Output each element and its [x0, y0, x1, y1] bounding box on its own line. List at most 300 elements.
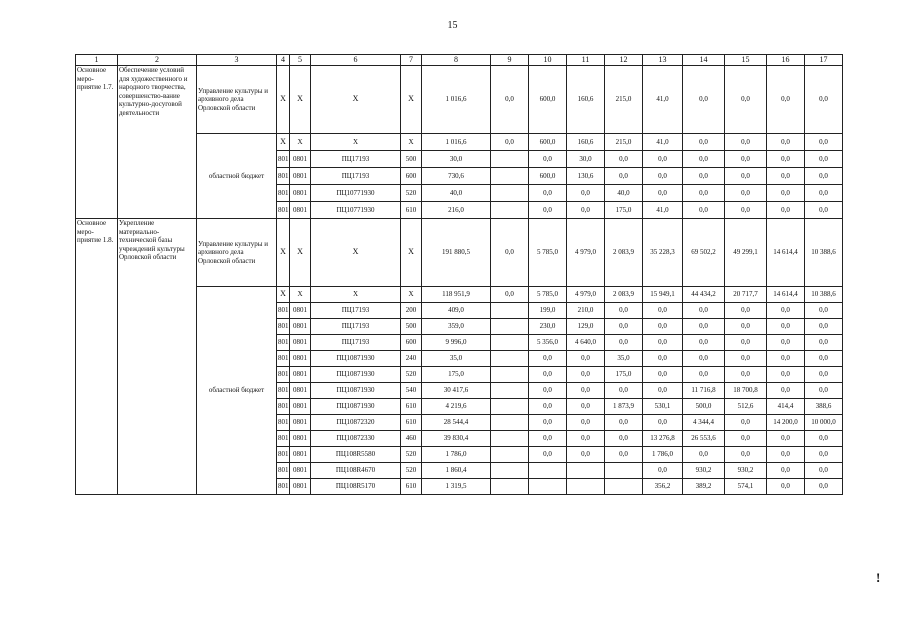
table-cell: 0,0	[683, 66, 725, 134]
table-cell: 4 979,0	[567, 287, 605, 303]
table-cell: 0,0	[725, 351, 767, 367]
table-cell: 0,0	[605, 335, 643, 351]
table-cell: 0801	[290, 447, 311, 463]
table-cell: 500,0	[683, 399, 725, 415]
table-cell: 0,0	[683, 335, 725, 351]
table-cell: 9 996,0	[422, 335, 491, 351]
table-cell: 0,0	[767, 479, 805, 495]
table-cell: Х	[290, 66, 311, 134]
table-cell: 801	[277, 351, 290, 367]
table-cell: 0,0	[605, 319, 643, 335]
table-cell: 0,0	[725, 447, 767, 463]
column-header: 15	[725, 55, 767, 66]
table-cell: 0,0	[643, 351, 683, 367]
table-cell: 0801	[290, 463, 311, 479]
table-cell	[491, 383, 529, 399]
column-header: 6	[311, 55, 401, 66]
table-cell	[605, 479, 643, 495]
table-cell: 49 299,1	[725, 219, 767, 287]
table-cell: 610	[401, 479, 422, 495]
table-cell: 30 417,6	[422, 383, 491, 399]
table-cell: 359,0	[422, 319, 491, 335]
table-cell: 130,6	[567, 168, 605, 185]
table-cell: 200	[401, 303, 422, 319]
table-cell: 610	[401, 202, 422, 219]
table-cell: 930,2	[725, 463, 767, 479]
table-cell: 14 614,4	[767, 287, 805, 303]
table-cell: ПЦ10871930	[311, 351, 401, 367]
table-cell: 0,0	[805, 303, 843, 319]
table-cell: 1 786,0	[643, 447, 683, 463]
table-cell: Х	[290, 134, 311, 151]
table-cell: Х	[277, 134, 290, 151]
table-cell: 0,0	[529, 185, 567, 202]
table-cell: 0,0	[683, 202, 725, 219]
table-cell: 0801	[290, 303, 311, 319]
table-cell	[491, 399, 529, 415]
table-cell: 118 951,9	[422, 287, 491, 303]
table-cell: 1 016,6	[422, 134, 491, 151]
table-cell: 0,0	[605, 168, 643, 185]
table-cell: 0,0	[605, 415, 643, 431]
responsible-executor: Управление культуры и архивного дела Орловской области	[197, 219, 277, 287]
table-cell: 210,0	[567, 303, 605, 319]
table-cell: ПЦ17193	[311, 168, 401, 185]
table-cell: 40,0	[605, 185, 643, 202]
table-cell: 0,0	[529, 415, 567, 431]
table-cell	[567, 479, 605, 495]
table-cell: Х	[311, 287, 401, 303]
table-cell: 0801	[290, 351, 311, 367]
table-cell: ПЦ10771930	[311, 202, 401, 219]
table-cell: 20 717,7	[725, 287, 767, 303]
table-cell: 0801	[290, 431, 311, 447]
table-cell: 15 949,1	[643, 287, 683, 303]
corner-mark: !	[876, 570, 881, 585]
table-cell: 0,0	[767, 351, 805, 367]
column-header: 1	[76, 55, 118, 66]
activity-description: Обеспечение условий для художественного и народного творчества, совершенство-вание культурно-досуговой деятельности	[118, 66, 197, 219]
table-cell: 0,0	[567, 399, 605, 415]
table-cell: 5 356,0	[529, 335, 567, 351]
table-cell: 0,0	[529, 367, 567, 383]
table-cell: ПЦ108R5580	[311, 447, 401, 463]
table-cell: 0801	[290, 415, 311, 431]
table-cell: 0,0	[767, 134, 805, 151]
responsible-executor: Управление культуры и архивного дела Орловской области	[197, 66, 277, 134]
table-cell: 129,0	[567, 319, 605, 335]
table-cell: 0,0	[725, 66, 767, 134]
table-cell: ПЦ17193	[311, 335, 401, 351]
table-cell	[491, 151, 529, 168]
activity-description: Укрепление материально-технической базы учреждений культуры Орловской области	[118, 219, 197, 495]
table-cell: 801	[277, 479, 290, 495]
table-cell: 35 228,3	[643, 219, 683, 287]
table-cell: 0,0	[767, 335, 805, 351]
table-cell: Х	[401, 66, 422, 134]
table-cell: 801	[277, 335, 290, 351]
table-cell: 0,0	[567, 431, 605, 447]
table-cell: 10 000,0	[805, 415, 843, 431]
table-cell: 0,0	[767, 431, 805, 447]
table-cell: 0801	[290, 479, 311, 495]
table-cell	[491, 335, 529, 351]
table-cell	[491, 463, 529, 479]
table-cell: 801	[277, 463, 290, 479]
table-cell: 389,2	[683, 479, 725, 495]
budget-table	[75, 54, 843, 495]
table-cell: 0,0	[567, 185, 605, 202]
table-cell: 0,0	[683, 319, 725, 335]
table-cell: ПЦ10871930	[311, 383, 401, 399]
table-cell: 199,0	[529, 303, 567, 319]
table-cell: 215,0	[605, 66, 643, 134]
table-cell: 0,0	[529, 383, 567, 399]
table-cell: 0,0	[491, 66, 529, 134]
table-cell: 175,0	[605, 367, 643, 383]
header-row	[76, 55, 843, 66]
table-cell: 0,0	[725, 168, 767, 185]
table-cell: 30,0	[422, 151, 491, 168]
table-cell: ПЦ10771930	[311, 185, 401, 202]
table-cell: 0,0	[529, 431, 567, 447]
table-cell: 41,0	[643, 202, 683, 219]
table-cell: 801	[277, 303, 290, 319]
table-cell: 215,0	[605, 134, 643, 151]
table-cell: 0,0	[643, 151, 683, 168]
table-cell: Х	[277, 66, 290, 134]
table-cell: 160,6	[567, 134, 605, 151]
table-cell: 0,0	[725, 415, 767, 431]
table-cell: 0,0	[683, 134, 725, 151]
table-cell: 0,0	[805, 134, 843, 151]
table-cell: 0,0	[805, 367, 843, 383]
table-cell: 0,0	[683, 303, 725, 319]
table-cell: 801	[277, 447, 290, 463]
table-cell: 35,0	[605, 351, 643, 367]
table-cell: 801	[277, 399, 290, 415]
table-cell: 14 200,0	[767, 415, 805, 431]
table-cell: 10 388,6	[805, 219, 843, 287]
table-cell: 0,0	[683, 168, 725, 185]
table-cell: 610	[401, 415, 422, 431]
table-cell: 11 716,8	[683, 383, 725, 399]
table-cell: 0,0	[767, 447, 805, 463]
table-cell: 0,0	[767, 463, 805, 479]
activity-number: Основное меро-приятие 1.8.	[76, 219, 118, 495]
table-cell: 1 860,4	[422, 463, 491, 479]
table-cell: 0,0	[683, 447, 725, 463]
column-header: 11	[567, 55, 605, 66]
column-header: 13	[643, 55, 683, 66]
table-cell: 530,1	[643, 399, 683, 415]
table-cell: 240	[401, 351, 422, 367]
table-cell: 600	[401, 335, 422, 351]
table-cell: 41,0	[643, 134, 683, 151]
table-cell: 4 344,4	[683, 415, 725, 431]
table-cell: 0,0	[725, 134, 767, 151]
table-cell	[491, 447, 529, 463]
table-cell: 0,0	[725, 319, 767, 335]
table-cell: 0,0	[805, 202, 843, 219]
table-cell: 0,0	[725, 151, 767, 168]
table-cell: 4 640,0	[567, 335, 605, 351]
table-cell: 0801	[290, 319, 311, 335]
table-cell: 801	[277, 319, 290, 335]
table-cell	[491, 351, 529, 367]
table-cell: 0,0	[529, 151, 567, 168]
table-cell: 216,0	[422, 202, 491, 219]
table-cell: 520	[401, 463, 422, 479]
table-cell: 0,0	[605, 151, 643, 168]
table-cell: 4 219,6	[422, 399, 491, 415]
table-cell: 0,0	[805, 463, 843, 479]
table-cell: ПЦ17193	[311, 303, 401, 319]
column-header: 17	[805, 55, 843, 66]
table-cell: 0,0	[567, 447, 605, 463]
table-cell: ПЦ10872330	[311, 431, 401, 447]
table-cell: ПЦ17193	[311, 319, 401, 335]
table-cell: 0,0	[767, 66, 805, 134]
table-cell: 0,0	[643, 319, 683, 335]
table-cell: 0,0	[491, 287, 529, 303]
table-cell: 1 873,9	[605, 399, 643, 415]
table-cell: 13 276,8	[643, 431, 683, 447]
column-header: 12	[605, 55, 643, 66]
table-cell: Х	[401, 287, 422, 303]
activity-number: Основное меро-приятие 1.7.	[76, 66, 118, 219]
table-cell: 409,0	[422, 303, 491, 319]
table-cell: 540	[401, 383, 422, 399]
table-cell: 0,0	[567, 415, 605, 431]
column-header: 7	[401, 55, 422, 66]
table-cell: 0801	[290, 185, 311, 202]
table-cell: 520	[401, 367, 422, 383]
table-cell: 801	[277, 367, 290, 383]
table-cell: 600	[401, 168, 422, 185]
table-cell: 1 016,6	[422, 66, 491, 134]
table-cell: 0,0	[767, 151, 805, 168]
table-cell: 14 614,4	[767, 219, 805, 287]
table-cell: 801	[277, 383, 290, 399]
table-cell: 0801	[290, 367, 311, 383]
table-cell: 5 785,0	[529, 219, 567, 287]
table-cell: 191 880,5	[422, 219, 491, 287]
column-header: 2	[118, 55, 197, 66]
table-cell: 5 785,0	[529, 287, 567, 303]
table-cell: 10 388,6	[805, 287, 843, 303]
table-cell: 460	[401, 431, 422, 447]
table-cell: 512,6	[725, 399, 767, 415]
table-cell: 0,0	[567, 202, 605, 219]
funding-source: областной бюджет	[197, 134, 277, 219]
table-cell: 520	[401, 185, 422, 202]
table-cell: Х	[311, 134, 401, 151]
table-cell: 0,0	[529, 399, 567, 415]
table-cell	[491, 319, 529, 335]
table-cell: 0,0	[491, 219, 529, 287]
table-cell: Х	[401, 219, 422, 287]
column-header: 3	[197, 55, 277, 66]
table-cell	[567, 463, 605, 479]
table-cell: 0,0	[643, 185, 683, 202]
page-number: 15	[447, 20, 458, 31]
table-cell	[491, 415, 529, 431]
table-cell: 0,0	[529, 447, 567, 463]
table-cell: 26 553,6	[683, 431, 725, 447]
table-cell: 801	[277, 431, 290, 447]
table-cell: 0,0	[725, 202, 767, 219]
table-cell: Х	[311, 66, 401, 134]
column-header: 8	[422, 55, 491, 66]
table-cell: 0,0	[805, 447, 843, 463]
table-cell: 0,0	[805, 351, 843, 367]
table-cell: 0,0	[725, 335, 767, 351]
column-header: 5	[290, 55, 311, 66]
column-header: 9	[491, 55, 529, 66]
table-cell: 500	[401, 319, 422, 335]
table-cell: 0,0	[725, 303, 767, 319]
table-cell: 0,0	[643, 168, 683, 185]
table-cell: 2 083,9	[605, 219, 643, 287]
table-cell: 0,0	[725, 185, 767, 202]
table-cell: 0,0	[567, 383, 605, 399]
table-cell: ПЦ108R4670	[311, 463, 401, 479]
table-cell: 0,0	[767, 168, 805, 185]
table-cell: 41,0	[643, 66, 683, 134]
table-cell: 0,0	[805, 185, 843, 202]
table-cell: 0,0	[767, 303, 805, 319]
table-cell: 1 319,5	[422, 479, 491, 495]
table-cell: 0801	[290, 335, 311, 351]
table-cell: 0,0	[643, 383, 683, 399]
table-cell	[491, 202, 529, 219]
table-cell: 0,0	[683, 185, 725, 202]
table-cell: 801	[277, 168, 290, 185]
table-cell: 0,0	[767, 383, 805, 399]
table-cell: 0,0	[805, 383, 843, 399]
table-cell: 0,0	[805, 168, 843, 185]
table-cell: 0,0	[805, 431, 843, 447]
table-cell: 801	[277, 415, 290, 431]
table-cell	[529, 463, 567, 479]
table-cell: 0,0	[683, 367, 725, 383]
table-cell: 0,0	[767, 185, 805, 202]
table-cell: 0801	[290, 168, 311, 185]
table-cell: 0801	[290, 151, 311, 168]
table-cell: 4 979,0	[567, 219, 605, 287]
table-cell: 801	[277, 151, 290, 168]
table-cell	[491, 479, 529, 495]
table-cell: 0,0	[643, 335, 683, 351]
table-cell	[491, 185, 529, 202]
table-cell: 0,0	[683, 151, 725, 168]
table-cell: 0,0	[805, 319, 843, 335]
table-cell: 801	[277, 202, 290, 219]
table-cell: 175,0	[422, 367, 491, 383]
table-cell: 0,0	[567, 367, 605, 383]
table-cell	[605, 463, 643, 479]
table-cell: 1 786,0	[422, 447, 491, 463]
table-cell: 2 083,9	[605, 287, 643, 303]
table-cell: 0,0	[643, 463, 683, 479]
table-cell: 69 502,2	[683, 219, 725, 287]
table-cell: 44 434,2	[683, 287, 725, 303]
table-cell: Х	[290, 219, 311, 287]
table-cell: 0,0	[529, 351, 567, 367]
table-cell: 0801	[290, 399, 311, 415]
table-cell	[529, 479, 567, 495]
table-cell: 0,0	[683, 351, 725, 367]
table-cell: ПЦ108R5170	[311, 479, 401, 495]
funding-source: областной бюджет	[197, 287, 277, 495]
table-cell: Х	[277, 287, 290, 303]
table-cell	[491, 303, 529, 319]
table-cell: 0,0	[767, 319, 805, 335]
table-cell: 230,0	[529, 319, 567, 335]
table-cell: 0,0	[643, 415, 683, 431]
table-cell: 520	[401, 447, 422, 463]
table-cell: Х	[277, 219, 290, 287]
table-cell: 730,6	[422, 168, 491, 185]
table-cell: 0,0	[643, 367, 683, 383]
table-cell: 0,0	[605, 303, 643, 319]
table-cell: 0,0	[725, 431, 767, 447]
table-cell: 0801	[290, 202, 311, 219]
table-cell: 40,0	[422, 185, 491, 202]
table-cell: 0,0	[605, 383, 643, 399]
table-cell: 0,0	[725, 367, 767, 383]
table-cell: 801	[277, 185, 290, 202]
table-cell: 0801	[290, 383, 311, 399]
activity-summary-row	[76, 219, 843, 287]
activity-summary-row	[76, 66, 843, 134]
table-cell: 500	[401, 151, 422, 168]
table-cell: 0,0	[491, 134, 529, 151]
table-cell: 0,0	[805, 66, 843, 134]
table-cell: 0,0	[805, 479, 843, 495]
table-cell: 18 700,8	[725, 383, 767, 399]
table-cell: ПЦ10871930	[311, 399, 401, 415]
table-cell: 0,0	[643, 303, 683, 319]
table-cell: 0,0	[567, 351, 605, 367]
table-cell: 610	[401, 399, 422, 415]
table-cell: 160,6	[567, 66, 605, 134]
table-cell: 35,0	[422, 351, 491, 367]
table-cell: Х	[311, 219, 401, 287]
column-header: 4	[277, 55, 290, 66]
table-cell: 28 544,4	[422, 415, 491, 431]
table-cell: 0,0	[767, 367, 805, 383]
column-header: 14	[683, 55, 725, 66]
table-cell: ПЦ10871930	[311, 367, 401, 383]
table-cell	[491, 431, 529, 447]
table-cell: Х	[290, 287, 311, 303]
table-cell: 39 830,4	[422, 431, 491, 447]
table-cell	[491, 367, 529, 383]
table-cell: 175,0	[605, 202, 643, 219]
table-cell: 0,0	[805, 335, 843, 351]
table-cell: 574,1	[725, 479, 767, 495]
table-cell: 388,6	[805, 399, 843, 415]
table-cell: 600,0	[529, 66, 567, 134]
table-cell: 600,0	[529, 168, 567, 185]
table-cell	[491, 168, 529, 185]
table-cell: 0,0	[605, 447, 643, 463]
table-cell: 356,2	[643, 479, 683, 495]
table-cell: 600,0	[529, 134, 567, 151]
column-header: 16	[767, 55, 805, 66]
